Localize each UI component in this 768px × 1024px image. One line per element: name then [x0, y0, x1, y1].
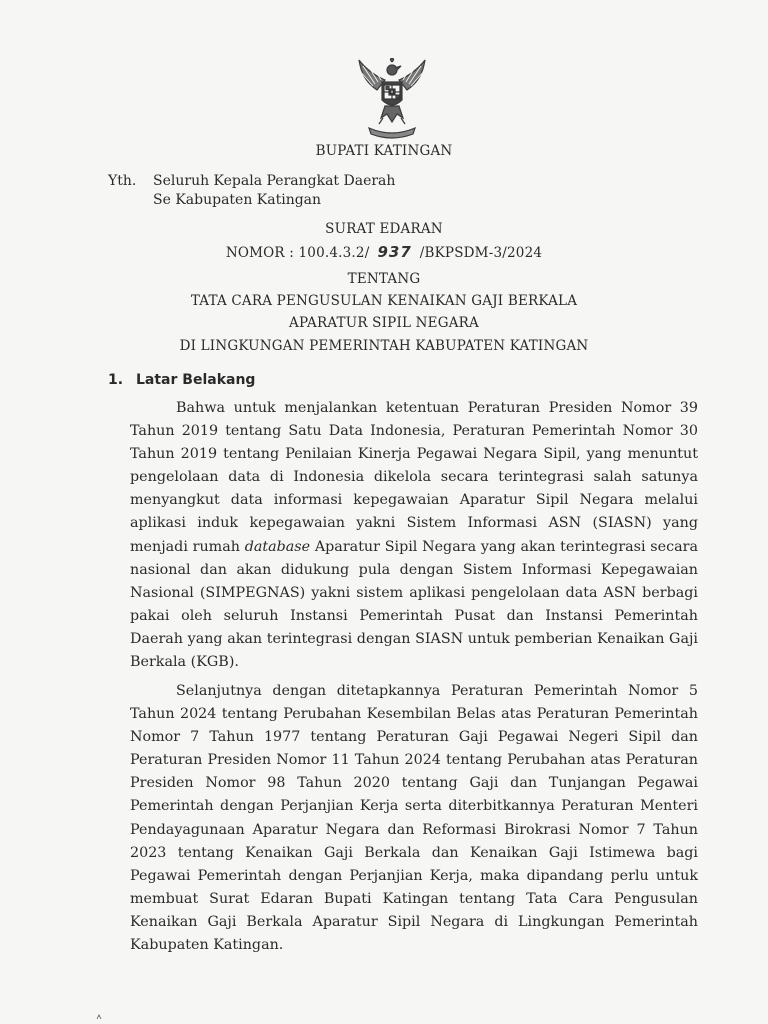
paragraph-1-part-2: Aparatur Sipil Negara yang akan terintegrasi secara nasional dan akan didukung pula dengan Sistem Informasi Kepegawaian Nasional (SIMPEGNAS) yakni sistem aplikasi pengelolaan data ASN berbagi pakai oleh seluruh Instansi Pemerintah Pusat dan Instansi Pemerintah Daerah yang akan terintegrasi dengan SIASN untuk pemberian Kenaikan Gaji Berkala (KGB).	[130, 538, 698, 671]
paragraph-1-italic: database	[244, 538, 311, 555]
section-number: 1.	[108, 372, 124, 388]
subject-line-3: DI LINGKUNGAN PEMERINTAH KABUPATEN KATINGAN	[179, 338, 589, 354]
about-label: TENTANG	[347, 271, 421, 287]
letter-number	[0, 243, 768, 261]
recipient-line-2: Se Kabupaten Katingan	[153, 192, 322, 208]
recipient-label: Yth.	[108, 173, 137, 189]
letter-number-handwritten: 937	[377, 243, 412, 261]
issuer-title: BUPATI KATINGAN	[315, 143, 453, 159]
section-title: Latar Belakang	[136, 372, 256, 388]
letter-type: SURAT EDARAN	[325, 221, 443, 237]
paragraph-1	[130, 397, 698, 674]
paragraph-1-part-1: Bahwa untuk menjalankan ketentuan Peraturan Presiden Nomor 39 Tahun 2019 tentang Satu Data Indonesia, Peraturan Pemerintah Nomor 30 Tahun 2019 tentang Penilaian Kinerja Pegawai Negara Sipil, yang menuntut pengelolaan data di Indonesia dikelola secara terintegrasi salah satunya menyangkut data informasi kepegawaian Aparatur Sipil Negara melalui aplikasi induk kepegawaian yakni Sistem Informasi ASN (SIASN) yang menjadi rumah	[130, 400, 698, 555]
garuda-emblem-icon	[355, 58, 429, 140]
letter-number-suffix: /BKPSDM-3/2024	[419, 245, 543, 261]
recipient-line-1: Seluruh Kepala Perangkat Daerah	[153, 173, 396, 189]
paragraph-2: Selanjutnya dengan ditetapkannya Peraturan Pemerintah Nomor 5 Tahun 2024 tentang Perubahan Kesembilan Belas atas Peraturan Pemerintah Nomor 7 Tahun 1977 tentang Peraturan Gaji Pegawai Negeri Sipil dan Peraturan Presiden Nomor 11 Tahun 2024 tentang Perubahan atas Peraturan Presiden Nomor 98 Tahun 2020 tentang Gaji dan Tunjangan Pegawai Pemerintah dengan Perjanjian Kerja serta diterbitkannya Peraturan Menteri Pendayagunaan Aparatur Negara dan Reformasi Birokrasi Nomor 7 Tahun 2023 tentang Kenaikan Gaji Berkala dan Kenaikan Gaji Istimewa bagi Pegawai Pemerintah dengan Perjanjian Kerja, maka dipandang perlu untuk membuat Surat Edaran Bupati Katingan tentang Tata Cara Pengusulan Kenaikan Gaji Berkala Aparatur Sipil Negara di Lingkungan Pemerintah Kabupaten Katingan.	[130, 683, 698, 954]
scan-mark-icon	[96, 1014, 102, 1020]
subject-line-1: TATA CARA PENGUSULAN KENAIKAN GAJI BERKALA	[190, 293, 578, 309]
letter-number-prefix: NOMOR : 100.4.3.2/	[225, 245, 370, 261]
subject-line-2: APARATUR SIPIL NEGARA	[289, 315, 479, 331]
section-heading	[108, 372, 255, 388]
recipient-block	[108, 172, 395, 210]
